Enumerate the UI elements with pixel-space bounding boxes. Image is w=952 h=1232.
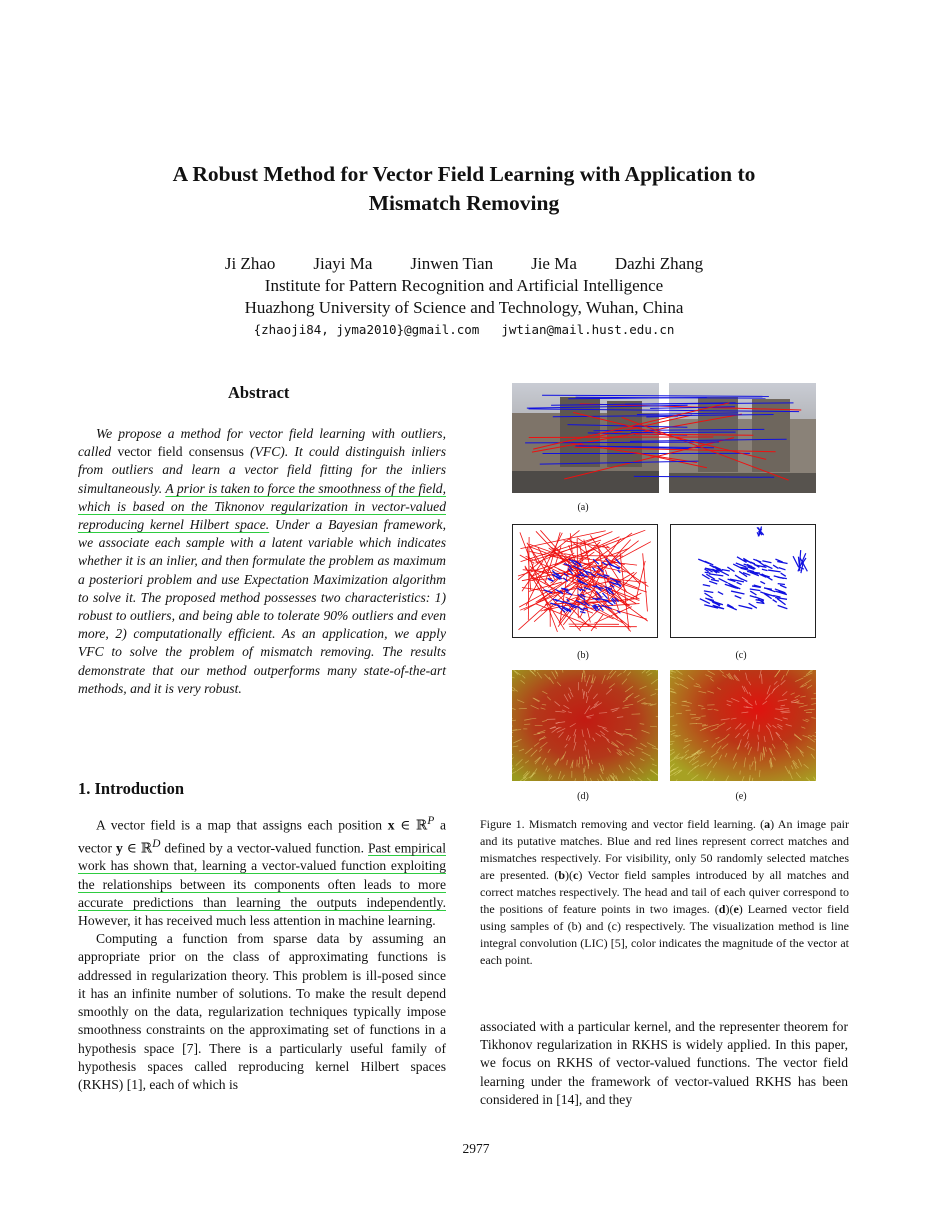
- title-line-1: A Robust Method for Vector Field Learning with Application to: [172, 162, 756, 186]
- caption-text: ) An image pair and its putative matches. Blue and red lines represent correct matches and mismatches respectively. For visibility, only 50 randomly selected matches are presented. (: [480, 817, 849, 882]
- caption-bold: b: [558, 868, 566, 882]
- title-line-2: Mismatch Removing: [368, 191, 560, 215]
- vfc-term: vector field consensus: [117, 444, 244, 460]
- highlighted-text: A prior is taken to force the smoothness of the field, which is based on the Tiknonov regularization in vector-valued reproducing kernel Hilbert space.: [78, 480, 447, 533]
- intro-text: However, it has received much less attention in machine learning.: [78, 913, 436, 929]
- highlighted-text: Past empirical work has shown that, learning a vector-valued function exploiting the relationships between its components often leads to more accurate predictions than learning the outputs independently.: [78, 840, 446, 910]
- email[interactable]: jwtian@mail.hust.edu.cn: [501, 322, 675, 337]
- math: ∈: [126, 840, 137, 856]
- mismatch-line: [529, 437, 714, 438]
- math: x: [387, 817, 395, 833]
- subfig-label-b: (b): [577, 650, 589, 661]
- intro-body: [78, 812, 446, 1094]
- caption-bold: c: [573, 868, 579, 882]
- math: ℝ: [416, 817, 428, 833]
- university: Huazhong University of Science and Technology, Wuhan, China: [244, 298, 684, 317]
- abstract-heading: Abstract: [228, 383, 290, 402]
- caption-text: ) Learned vector field using samples of (b) and (c) respectively. The visualization method is line integral convolution (LIC) [5], color indicates the magnitude of the vector at each point.: [480, 902, 849, 967]
- abstract-text: Under a Bayesian framework, we associate each sample with a latent variable which indicates whether it is an inlier, and then formulate the problem as maximum a posteriori problem and use Expectation Maximization algorithm to solve it. The proposed method possesses two characteristics: 1) robust to outliers, and being able to tolerate 90% outliers and even more, 2) computationally efficient. As an application, we apply VFC to solve the problem of mismatch removing. The results demonstrate that our method outperforms many state-of-the-art methods, and it is very robust.: [78, 517, 446, 696]
- intro-text: A vector field is a map that assigns each position: [96, 817, 383, 833]
- figure-1e-lic-field: [670, 670, 816, 781]
- abstract-text: We propose a method for vector field learning with outliers, called: [78, 426, 446, 460]
- author: Jinwen Tian: [410, 254, 494, 273]
- right-street: [669, 473, 816, 493]
- math: y: [115, 840, 123, 856]
- intro-text: a vector: [78, 817, 447, 856]
- panel-frame: [671, 525, 816, 638]
- subfig-label-d: (d): [577, 791, 589, 802]
- inlier-vector: [705, 572, 711, 573]
- inlier-vector: [778, 584, 785, 585]
- abstract-text: (VFC). It could distinguish inliers from outliers and learn a vector field fitting for the inliers simultaneously.: [78, 444, 446, 496]
- figure-1b-vector-samples-all: [512, 524, 658, 638]
- subfig-label-c: (c): [735, 650, 747, 661]
- figure-1d-lic-field: [512, 670, 658, 781]
- right-column-text: associated with a particular kernel, and the representer theorem for Tikhonov regularization in RKHS is widely applied. In this paper, we focus on RKHS of vector-valued functions. The vector field learning under the framework of vector-valued RKHS has been considered in [14], and they: [480, 1019, 848, 1107]
- email[interactable]: {zhaoji84, jyma2010}@gmail.com: [253, 322, 480, 337]
- subfig-label-e: (e): [735, 791, 747, 802]
- author: Dazhi Zhang: [614, 254, 704, 273]
- intro-heading: 1. Introduction: [78, 779, 185, 798]
- math: D: [152, 837, 161, 850]
- caption-text: ) Vector field samples introduced by all matches and correct matches respectively. The head and tail of each quiver correspond to the positions of feature points in two images. (: [480, 868, 850, 916]
- page-number: 2977: [462, 1141, 490, 1156]
- abstract-body: [78, 425, 446, 698]
- author: Jie Ma: [531, 254, 577, 273]
- caption-text: )(: [725, 902, 734, 916]
- author: Ji Zhao: [224, 254, 276, 273]
- caption-bold: e: [733, 902, 739, 916]
- subfig-label-a: (a): [577, 502, 589, 513]
- caption-bold: d: [718, 902, 726, 916]
- math: ∈: [400, 817, 411, 833]
- intro-paragraph: Computing a function from sparse data by assuming an appropriate prior on the class of approximating functions is addressed in regularization theory. This problem is ill-posed since it has an infinite number of solutions. To make the result depend smoothly on the data, regularization techniques typically impose smoothness constraints on the approximating set of functions in a hypothesis space [7]. There is a particularly useful family of hypothesis spaces called reproducing kernel Hilbert spaces (RKHS) [1], each of which is: [78, 931, 446, 1092]
- figure-1c-vector-samples-inliers: [670, 524, 816, 638]
- math: ℝ: [140, 840, 153, 856]
- institution: Institute for Pattern Recognition and Artificial Intelligence: [264, 276, 664, 295]
- intro-text: defined by a vector-valued function.: [164, 840, 364, 856]
- paper-title: [100, 160, 828, 218]
- author-list: [100, 254, 828, 274]
- figure-caption: [480, 816, 849, 969]
- math: P: [427, 815, 435, 827]
- figure-1a-image-pair: [512, 383, 816, 493]
- lic-background: [512, 670, 658, 781]
- emails: [100, 322, 828, 337]
- author: Jiayi Ma: [313, 254, 373, 273]
- caption-bold: a: [764, 817, 771, 831]
- caption-text: )(: [565, 868, 574, 882]
- caption-text: Figure 1. Mismatch removing and vector field learning. (: [480, 817, 765, 831]
